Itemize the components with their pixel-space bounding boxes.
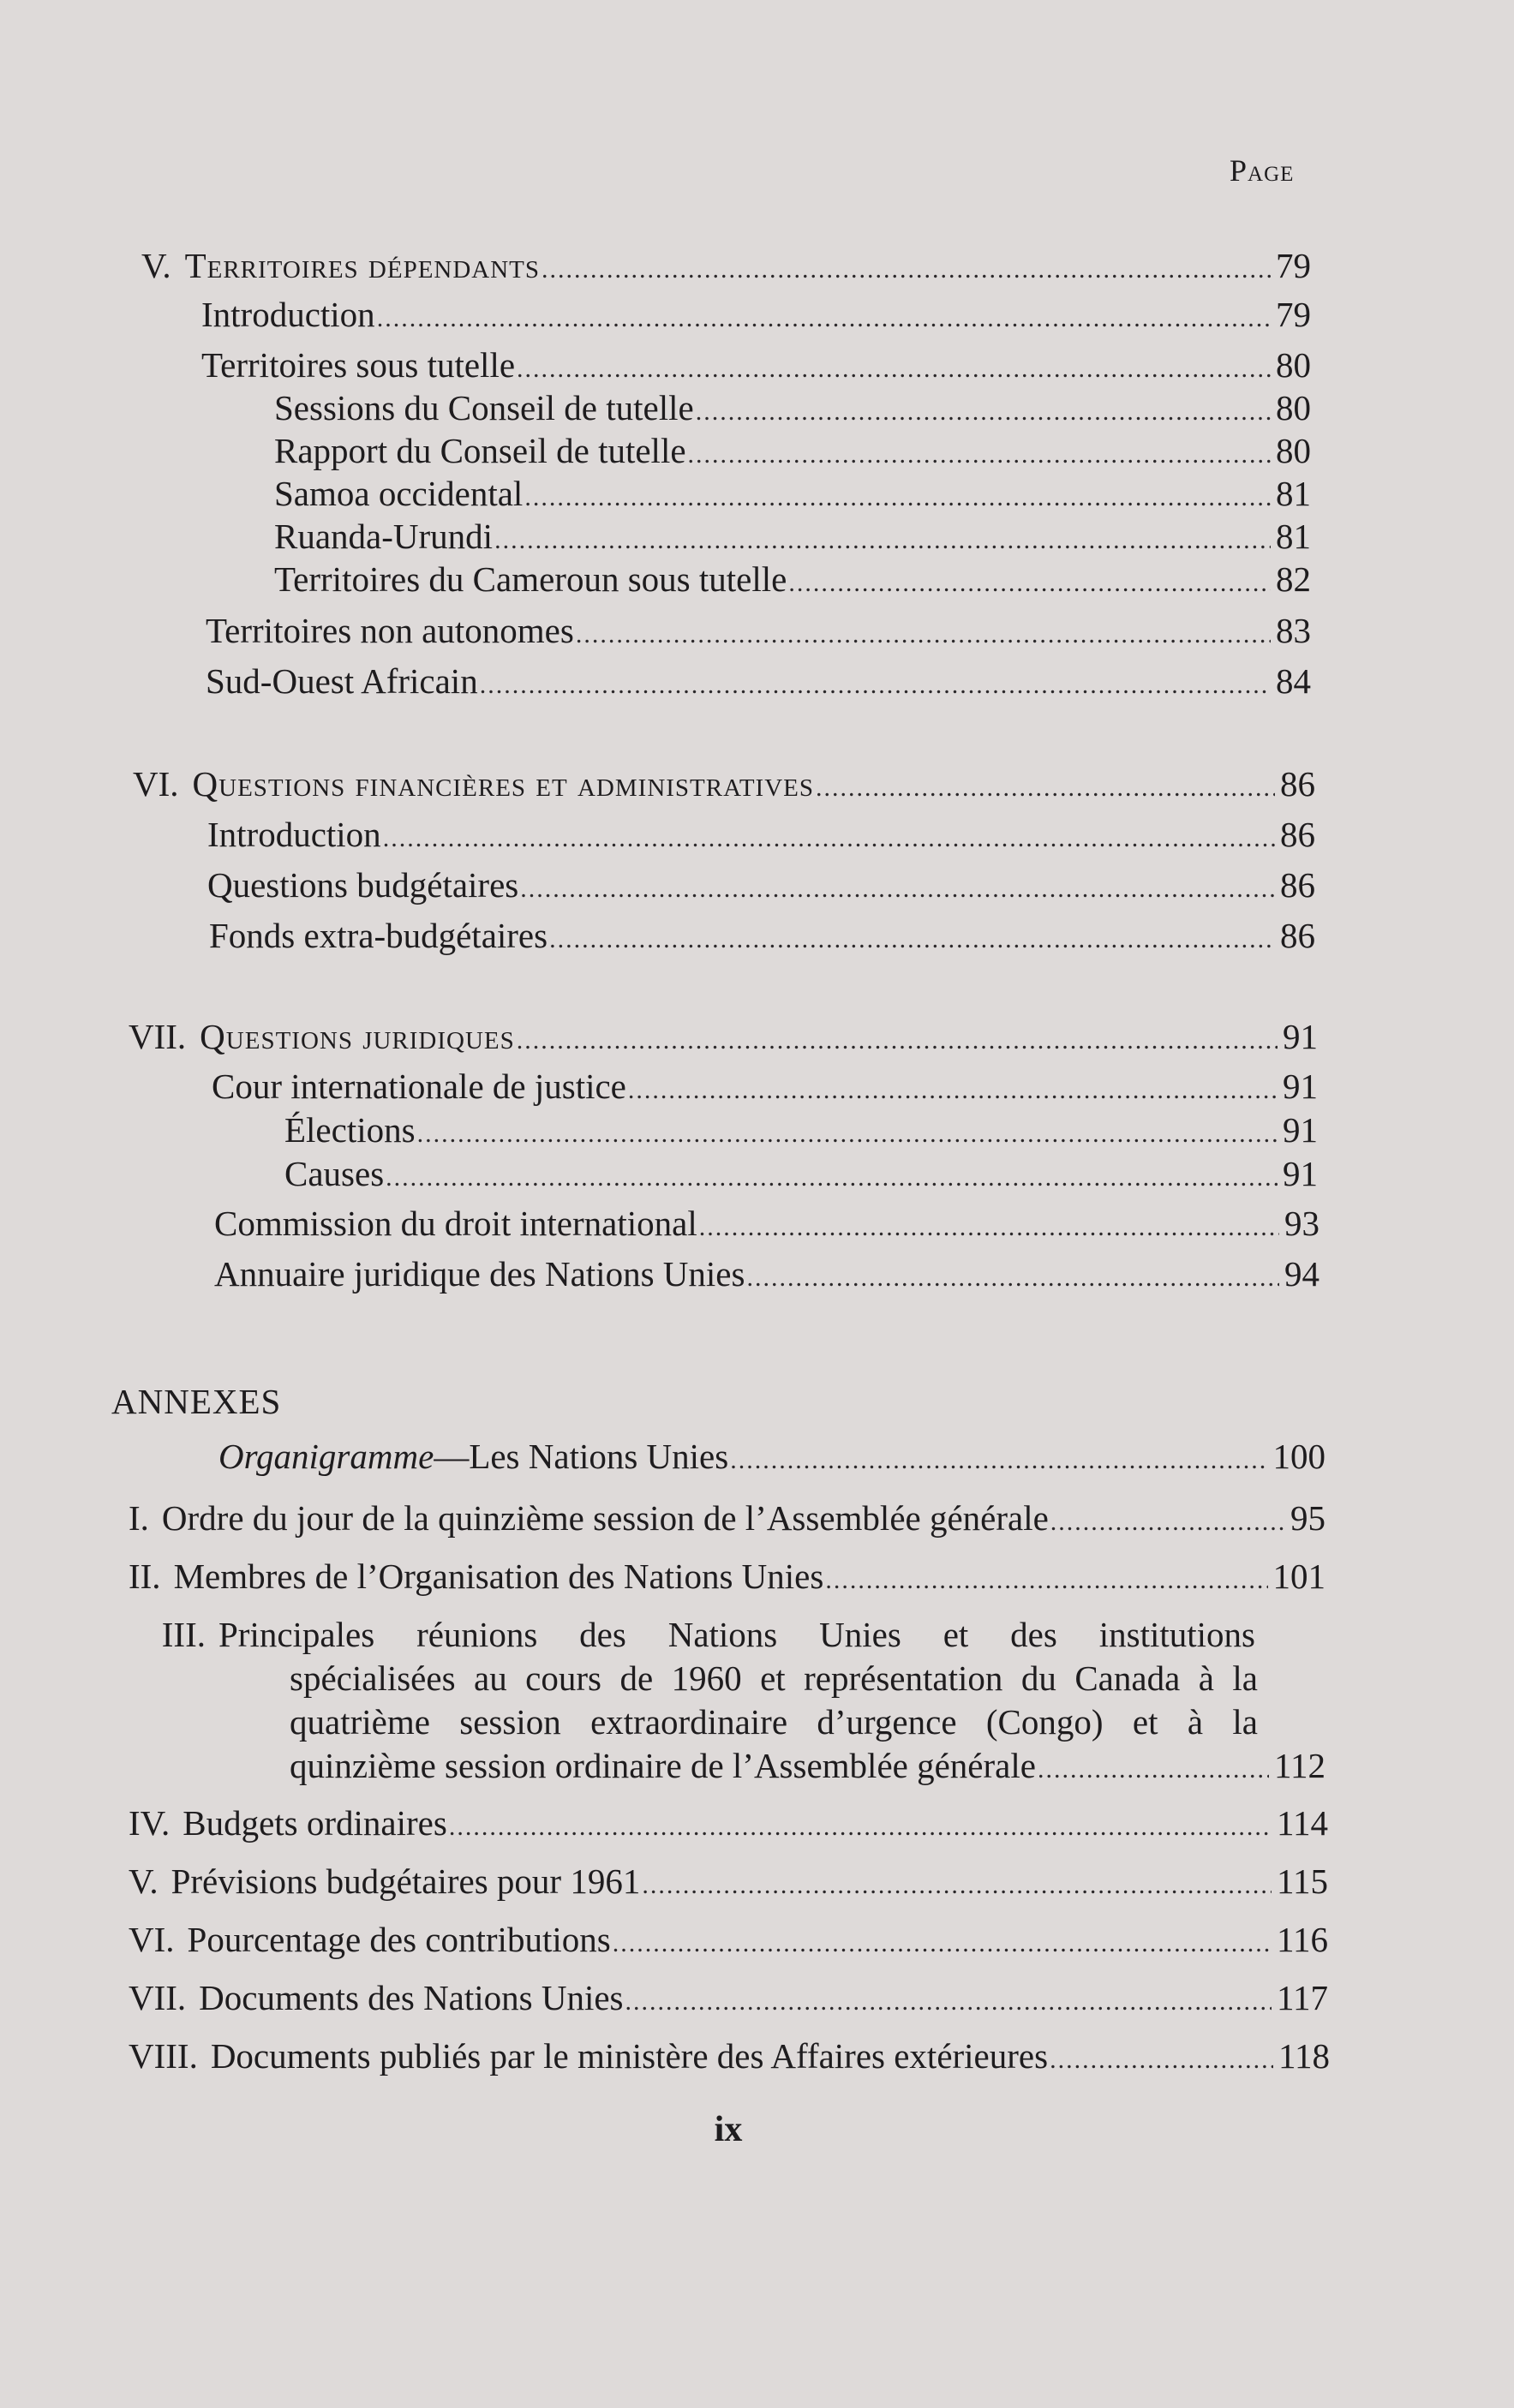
page-number: 91 xyxy=(1283,1017,1318,1056)
page-number: 86 xyxy=(1280,865,1315,905)
entry-title: Commission du droit international xyxy=(214,1204,697,1243)
leader-dots xyxy=(625,1989,1272,2015)
entry-title-line-4: quinzième session ordinaire de l’Assemblée générale xyxy=(290,1746,1036,1785)
toc-entry[interactable] xyxy=(201,345,1311,385)
toc-entry[interactable] xyxy=(206,613,1311,648)
leader-dots xyxy=(480,672,1271,698)
page-number: 91 xyxy=(1283,1067,1318,1106)
entry-title: Membres de l’Organisation des Nations Unies xyxy=(173,1557,824,1596)
leader-dots xyxy=(542,257,1271,283)
leader-dots xyxy=(825,1568,1267,1593)
entry-title: Ordre du jour de la quinzième session de l’Assemblée générale xyxy=(161,1498,1049,1538)
page-number: 80 xyxy=(1276,388,1311,427)
entry-title: Cour internationale de justice xyxy=(212,1067,626,1106)
toc-subentry[interactable] xyxy=(274,433,1311,469)
toc-subentry[interactable] xyxy=(274,476,1311,511)
toc-entry[interactable] xyxy=(207,817,1315,852)
page-number: 112 xyxy=(1274,1746,1325,1785)
entry-title: Introduction xyxy=(201,295,375,334)
page-number: 86 xyxy=(1280,916,1315,955)
toc-annex-i[interactable] xyxy=(129,1498,1325,1538)
toc-subentry[interactable] xyxy=(284,1110,1318,1150)
entry-title: Causes xyxy=(284,1154,385,1193)
toc-subentry[interactable] xyxy=(274,519,1311,554)
entry-title: Pourcentage des contributions xyxy=(187,1920,611,1959)
page-number: 79 xyxy=(1276,295,1311,334)
leader-dots xyxy=(746,1265,1279,1291)
leader-dots xyxy=(642,1873,1272,1898)
section-number: VII. xyxy=(129,1017,187,1056)
toc-annex-vii[interactable] xyxy=(129,1978,1328,2017)
leader-dots xyxy=(730,1448,1267,1473)
toc-section-vi[interactable] xyxy=(133,764,1315,804)
leader-dots xyxy=(576,622,1271,648)
toc-entry[interactable] xyxy=(206,661,1311,701)
page-number: 81 xyxy=(1276,474,1311,513)
leader-dots xyxy=(520,876,1275,902)
page-number: 95 xyxy=(1290,1498,1325,1538)
leader-dots xyxy=(383,826,1275,851)
page-number: 79 xyxy=(1276,246,1311,285)
leader-dots xyxy=(788,571,1271,596)
annex-number: VI. xyxy=(129,1920,175,1959)
entry-title: Introduction xyxy=(207,815,381,854)
entry-title-rest: —Les Nations Unies xyxy=(434,1437,729,1476)
section-number: V. xyxy=(141,246,171,285)
page-number: 115 xyxy=(1277,1861,1328,1901)
toc-entry[interactable] xyxy=(212,1069,1318,1104)
annex-number: II. xyxy=(129,1557,161,1596)
page-number: 83 xyxy=(1276,611,1311,650)
toc-entry[interactable] xyxy=(207,865,1315,905)
leader-dots xyxy=(377,306,1271,332)
toc-entry[interactable] xyxy=(214,1206,1320,1241)
page-number: 114 xyxy=(1277,1803,1328,1843)
entry-title: Territoires sous tutelle xyxy=(201,345,516,385)
leader-dots xyxy=(613,1931,1272,1957)
page-number: 86 xyxy=(1280,815,1315,854)
toc-subentry[interactable] xyxy=(274,388,1311,427)
entry-title: Élections xyxy=(284,1110,416,1150)
page-number: 91 xyxy=(1283,1110,1318,1150)
page-folio: ix xyxy=(714,2110,743,2149)
annex-number: VIII. xyxy=(129,2036,198,2076)
entry-title: Sessions du Conseil de tutelle xyxy=(274,388,694,427)
page-number: 117 xyxy=(1277,1978,1328,2017)
page-number: 101 xyxy=(1272,1557,1325,1596)
leader-dots xyxy=(1038,1757,1269,1783)
toc-annex-vi[interactable] xyxy=(129,1922,1328,1957)
leader-dots xyxy=(628,1078,1278,1103)
section-number: VI. xyxy=(133,764,179,804)
leader-dots xyxy=(524,485,1271,511)
page-number: 93 xyxy=(1284,1204,1320,1243)
page-number: 86 xyxy=(1280,764,1315,804)
toc-section-vii[interactable] xyxy=(129,1019,1318,1055)
toc-entry[interactable] xyxy=(209,918,1315,953)
leader-dots xyxy=(688,442,1271,468)
page-number: 80 xyxy=(1276,345,1311,385)
entry-title: Rapport du Conseil de tutelle xyxy=(274,431,686,470)
entry-title: Ruanda-Urundi xyxy=(274,517,494,556)
toc-annex-iv[interactable] xyxy=(129,1803,1328,1843)
entry-title: Territoires non autonomes xyxy=(206,611,574,650)
toc-annex-viii[interactable] xyxy=(129,2036,1330,2076)
toc-annex-iii-cont xyxy=(290,1658,1258,1698)
toc-subentry[interactable] xyxy=(274,559,1311,599)
page-number: 81 xyxy=(1276,517,1311,556)
entry-title: Territoires du Cameroun sous tutelle xyxy=(274,559,787,599)
page-number: 116 xyxy=(1277,1920,1328,1959)
entry-title-line-2: spécialisées au cours de 1960 et représentation du Canada à la xyxy=(290,1658,1258,1698)
toc-section-v[interactable] xyxy=(141,248,1311,284)
leader-dots xyxy=(417,1121,1278,1147)
toc-annex-iii[interactable] xyxy=(129,1617,1325,1652)
entry-title: Documents publiés par le ministère des Affaires extérieures xyxy=(210,2036,1049,2076)
leader-dots xyxy=(386,1165,1278,1191)
page-column-label: Page xyxy=(1230,153,1295,188)
leader-dots xyxy=(699,1215,1279,1240)
section-title: Questions financières et administratives xyxy=(192,764,814,804)
leader-dots xyxy=(449,1814,1272,1840)
page-number: 84 xyxy=(1276,661,1311,701)
annexes-heading: ANNEXES xyxy=(111,1382,282,1421)
leader-dots xyxy=(1050,2047,1273,2073)
entry-title: Annuaire juridique des Nations Unies xyxy=(214,1254,745,1294)
entry-title-italic: Organigramme xyxy=(218,1437,434,1476)
leader-dots xyxy=(696,399,1271,425)
entry-title-line-3: quatrième session extraordinaire d’urgence (Congo) et à la xyxy=(290,1702,1258,1742)
toc-entry[interactable] xyxy=(214,1254,1320,1294)
toc-annex-iii-last xyxy=(290,1748,1325,1784)
annex-number: IV. xyxy=(129,1803,171,1843)
entry-title: Sud-Ouest Africain xyxy=(206,661,478,701)
section-title: Territoires dépendants xyxy=(184,246,541,285)
leader-dots xyxy=(1050,1509,1285,1535)
section-title: Questions juridiques xyxy=(200,1017,515,1056)
toc-annex-iii-cont xyxy=(290,1702,1258,1742)
annex-number: I. xyxy=(129,1498,149,1538)
toc-annex-ii[interactable] xyxy=(129,1559,1325,1594)
annex-number: VII. xyxy=(129,1978,187,2017)
entry-title: Documents des Nations Unies xyxy=(199,1978,624,2017)
entry-title: Questions budgétaires xyxy=(207,865,519,905)
entry-title: Fonds extra-budgétaires xyxy=(209,916,548,955)
toc-entry[interactable] xyxy=(201,297,1311,332)
page-number: 80 xyxy=(1276,431,1311,470)
leader-dots xyxy=(549,927,1275,953)
entry-title-line-1: Principales réunions des Nations Unies et des institutions xyxy=(218,1615,1255,1654)
toc-annex-v[interactable] xyxy=(129,1861,1328,1901)
entry-title xyxy=(218,1439,728,1474)
leader-dots xyxy=(517,356,1271,382)
leader-dots xyxy=(816,775,1275,801)
entry-title: Budgets ordinaires xyxy=(183,1803,447,1843)
annex-number: III. xyxy=(161,1615,206,1654)
page-number: 100 xyxy=(1272,1437,1325,1476)
leader-dots xyxy=(494,528,1271,553)
toc-annex-organigramme[interactable] xyxy=(218,1439,1325,1474)
entry-title: Prévisions budgétaires pour 1961 xyxy=(171,1861,641,1901)
toc-subentry[interactable] xyxy=(284,1156,1318,1192)
page-number: 82 xyxy=(1276,559,1311,599)
annex-number: V. xyxy=(129,1861,159,1901)
leader-dots xyxy=(517,1028,1278,1054)
page-number: 94 xyxy=(1284,1254,1320,1294)
page-number: 118 xyxy=(1278,2036,1330,2076)
page-number: 91 xyxy=(1283,1154,1318,1193)
entry-title: Samoa occidental xyxy=(274,474,524,513)
